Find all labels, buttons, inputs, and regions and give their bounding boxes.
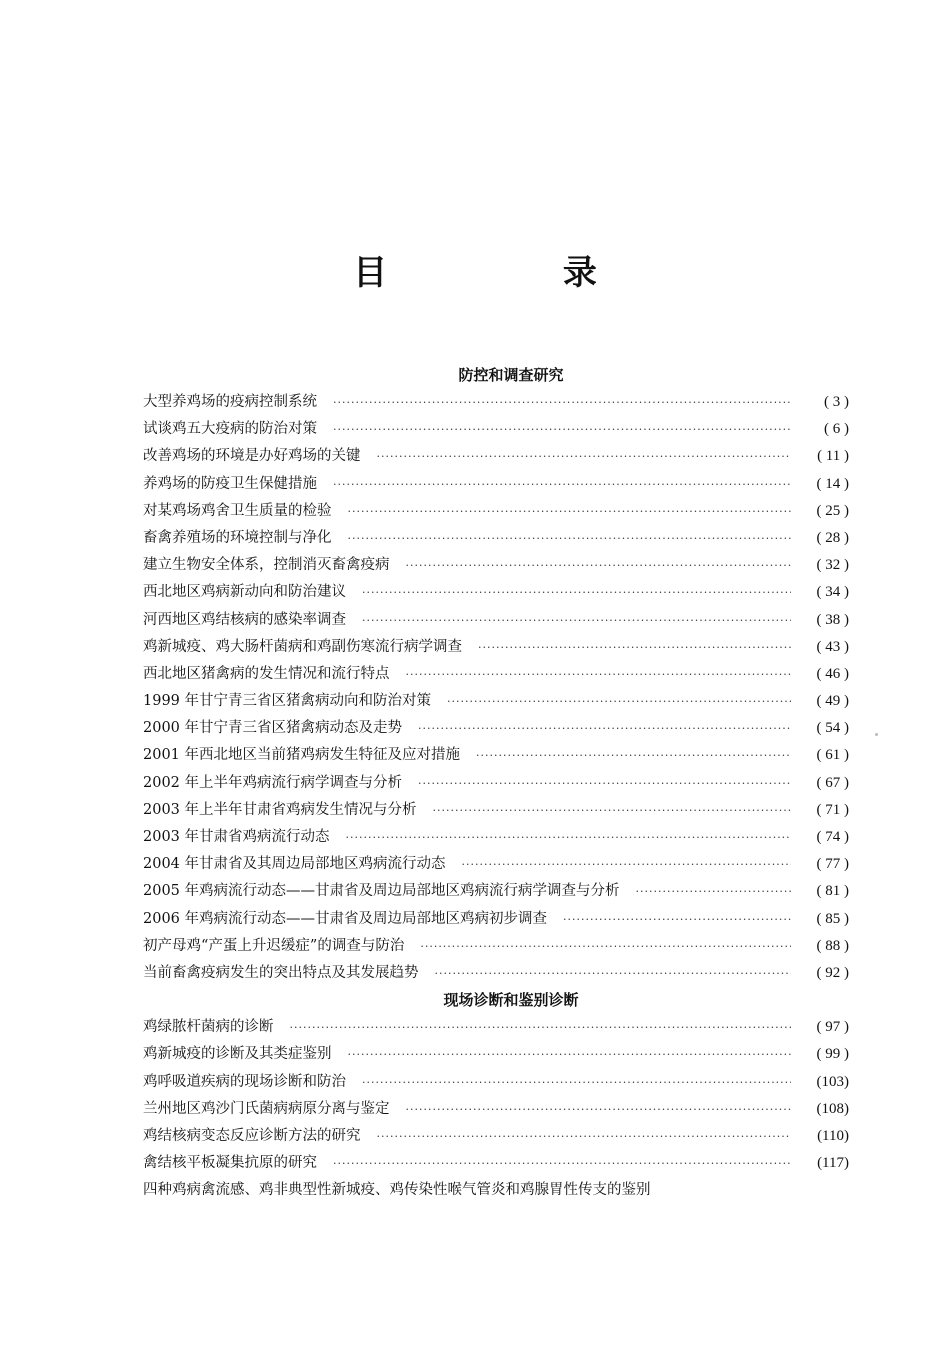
- entry-title: 河西地区鸡结核病的感染率调查: [143, 611, 346, 628]
- toc-entry[interactable]: [143, 525, 849, 552]
- entry-title: 养鸡场的防疫卫生保健措施: [143, 475, 317, 492]
- entry-page-number: ( 97 ): [816, 1019, 849, 1036]
- entry-title: 西北地区猪禽病的发生情况和流行特点: [143, 665, 390, 682]
- entry-page-number: ( 11 ): [817, 448, 849, 465]
- entry-title: 1999 年甘宁青三省区猪禽病动向和防治对策: [143, 693, 432, 710]
- dot-leader: [377, 443, 792, 470]
- entry-page-number: ( 99 ): [816, 1046, 849, 1063]
- section-entries: [143, 389, 849, 987]
- dot-leader: [377, 1123, 792, 1150]
- entry-page-number: ( 32 ): [816, 557, 849, 574]
- entry-page-number: ( 3 ): [824, 394, 849, 410]
- entry-title: 大型养鸡场的疫病控制系统: [143, 394, 317, 410]
- entry-page-number: ( 85 ): [816, 910, 849, 927]
- entry-title: 鸡新城疫的诊断及其类症鉴别: [143, 1046, 332, 1063]
- entry-page-number: ( 28 ): [816, 529, 849, 546]
- dot-leader: [476, 742, 791, 769]
- entry-title: 鸡新城疫、鸡大肠杆菌病和鸡副伤寒流行病学调查: [143, 638, 462, 655]
- entry-title: 当前畜禽疫病发生的突出特点及其发展趋势: [143, 964, 419, 981]
- entry-title: 西北地区鸡病新动向和防治建议: [143, 584, 346, 601]
- table-of-contents: [143, 362, 849, 1204]
- toc-entry[interactable]: [143, 742, 849, 769]
- toc-entry[interactable]: [143, 607, 849, 634]
- entry-page-number: (110): [817, 1127, 849, 1144]
- toc-entry[interactable]: [143, 416, 849, 443]
- entry-page-number: ( 88 ): [816, 937, 849, 954]
- toc-entry[interactable]: [143, 1069, 849, 1096]
- dot-leader: [290, 1014, 792, 1041]
- entry-page-number: ( 49 ): [816, 693, 849, 710]
- entry-title: 2004 年甘肃省及其周边局部地区鸡病流行动态: [143, 856, 446, 873]
- toc-entry[interactable]: [143, 1041, 849, 1068]
- entry-title: 初产母鸡“产蛋上升迟缓症”的调查与防治: [143, 937, 405, 954]
- entry-title: 四种鸡病禽流感、鸡非典型性新城疫、鸡传染性喉气管炎和鸡腺胃性传支的鉴别: [143, 1182, 651, 1199]
- toc-entry[interactable]: [143, 878, 849, 905]
- entry-page-number: ( 43 ): [816, 638, 849, 655]
- dot-leader: [346, 824, 791, 851]
- entry-page-number: ( 61 ): [816, 747, 849, 764]
- toc-entry[interactable]: [143, 1150, 849, 1177]
- entry-page-number: ( 14 ): [816, 475, 849, 492]
- entry-page-number: ( 46 ): [816, 665, 849, 682]
- entry-page-number: (117): [817, 1155, 849, 1172]
- entry-title: 2003 年甘肃省鸡病流行动态: [143, 829, 330, 845]
- toc-entry[interactable]: [143, 661, 849, 688]
- entry-title: 畜禽养殖场的环境控制与净化: [143, 529, 332, 546]
- entry-title: 鸡结核病变态反应诊断方法的研究: [143, 1127, 361, 1144]
- toc-entry[interactable]: [143, 906, 849, 933]
- dot-leader: [462, 851, 791, 878]
- toc-entry[interactable]: [143, 498, 849, 525]
- dot-leader: [348, 498, 792, 525]
- toc-entry[interactable]: [143, 770, 849, 797]
- toc-entry[interactable]: [143, 797, 849, 824]
- dot-leader: [362, 579, 791, 606]
- entry-title: 2003 年上半年甘肃省鸡病发生情况与分析: [143, 801, 417, 818]
- dot-leader: [333, 471, 791, 498]
- dot-leader: [406, 661, 792, 688]
- entry-title: 2000 年甘宁青三省区猪禽病动态及走势: [143, 720, 403, 737]
- dot-leader: [406, 1096, 792, 1123]
- toc-entry[interactable]: [143, 1096, 849, 1123]
- toc-entry[interactable]: [143, 824, 849, 851]
- entry-title: 鸡呼吸道疾病的现场诊断和防治: [143, 1073, 346, 1090]
- section-heading: 现场诊断和鉴别诊断: [443, 991, 579, 1010]
- entry-title: 2002 年上半年鸡病流行病学调查与分析: [143, 774, 403, 791]
- entry-page-number: ( 81 ): [816, 883, 849, 900]
- entry-page-number: ( 25 ): [816, 502, 849, 519]
- toc-entry[interactable]: [143, 1014, 849, 1041]
- entry-page-number: (108): [816, 1100, 849, 1117]
- scan-speck: [875, 733, 878, 736]
- dot-leader: [447, 688, 791, 715]
- entry-page-number: ( 74 ): [816, 829, 849, 845]
- entry-title: 试谈鸡五大疫病的防治对策: [143, 421, 317, 438]
- toc-entry[interactable]: [143, 1177, 849, 1204]
- dot-leader: [333, 1150, 791, 1177]
- toc-entry[interactable]: [143, 389, 849, 416]
- entry-page-number: ( 54 ): [816, 720, 849, 737]
- dot-leader: [563, 906, 791, 933]
- toc-entry[interactable]: [143, 443, 849, 470]
- entry-page-number: (103): [816, 1073, 849, 1090]
- dot-leader: [406, 552, 792, 579]
- entry-page-number: ( 67 ): [816, 774, 849, 791]
- dot-leader: [418, 715, 791, 742]
- dot-leader: [362, 1069, 791, 1096]
- toc-entry[interactable]: [143, 471, 849, 498]
- entry-title: 鸡绿脓杆菌病的诊断: [143, 1019, 274, 1036]
- dot-leader: [333, 416, 791, 443]
- toc-entry[interactable]: [143, 634, 849, 661]
- toc-entry[interactable]: [143, 552, 849, 579]
- dot-leader: [348, 1041, 792, 1068]
- toc-entry[interactable]: [143, 960, 849, 987]
- entry-page-number: ( 6 ): [824, 421, 849, 438]
- toc-entry[interactable]: [143, 933, 849, 960]
- toc-entry[interactable]: [143, 1123, 849, 1150]
- dot-leader: [333, 389, 791, 416]
- dot-leader: [348, 525, 792, 552]
- toc-entry[interactable]: [143, 851, 849, 878]
- entry-page-number: ( 77 ): [816, 856, 849, 873]
- dot-leader: [478, 634, 791, 661]
- toc-entry[interactable]: [143, 688, 849, 715]
- entry-page-number: ( 34 ): [816, 584, 849, 601]
- entry-page-number: ( 71 ): [816, 801, 849, 818]
- section-heading: 防控和调查研究: [458, 366, 564, 384]
- section-entries: [143, 1014, 849, 1204]
- entry-title: 2005 年鸡病流行动态——甘肃省及周边局部地区鸡病流行病学调查与分析: [143, 883, 620, 900]
- entry-title: 对某鸡场鸡舍卫生质量的检验: [143, 502, 332, 519]
- dot-leader: [420, 933, 791, 960]
- dot-leader: [433, 797, 791, 824]
- entry-page-number: ( 92 ): [816, 964, 849, 981]
- toc-entry[interactable]: [143, 579, 849, 606]
- toc-entry[interactable]: [143, 715, 849, 742]
- entry-title: 建立生物安全体系，控制消灭畜禽疫病: [143, 557, 390, 574]
- entry-page-number: ( 38 ): [816, 611, 849, 628]
- dot-leader: [435, 960, 792, 987]
- entry-title: 2001 年西北地区当前猪鸡病发生特征及应对措施: [143, 747, 461, 764]
- page-title: 目 录: [353, 253, 679, 293]
- dot-leader: [418, 770, 791, 797]
- dot-leader: [362, 607, 791, 634]
- entry-title: 2006 年鸡病流行动态——甘肃省及周边局部地区鸡病初步调查: [143, 910, 548, 927]
- entry-title: 改善鸡场的环境是办好鸡场的关键: [143, 448, 361, 465]
- entry-title: 禽结核平板凝集抗原的研究: [143, 1155, 317, 1172]
- entry-title: 兰州地区鸡沙门氏菌病病原分离与鉴定: [143, 1100, 390, 1117]
- dot-leader: [636, 878, 791, 905]
